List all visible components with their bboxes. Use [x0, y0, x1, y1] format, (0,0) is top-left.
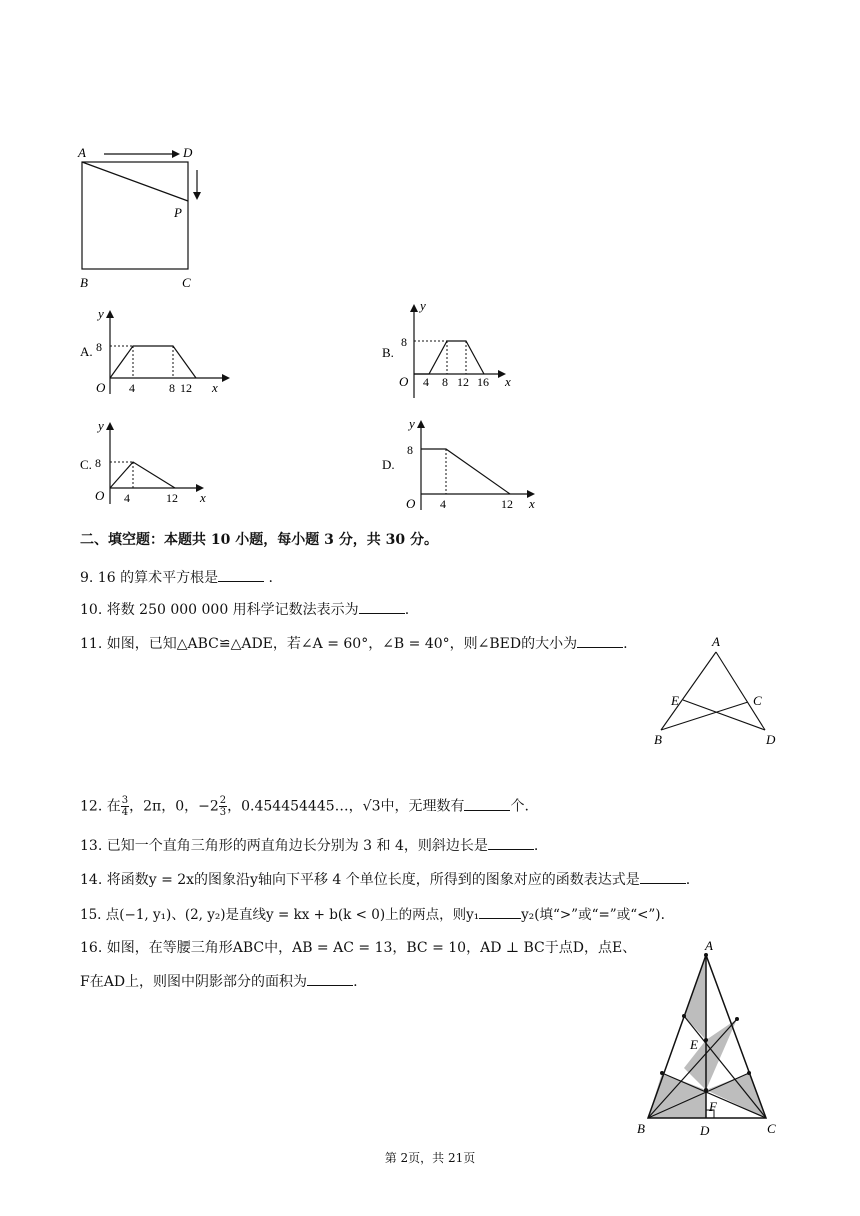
option-a-xtick-8: 8 [169, 381, 175, 395]
option-a-letter: A. [80, 344, 93, 359]
fraction-two-thirds: $\frac{2}{3}$ [219, 795, 227, 818]
option-c-ytick: 8 [95, 456, 101, 470]
q16-label-c: C [767, 1121, 776, 1136]
q16-label-a: A [705, 938, 713, 953]
question-12-pre: 12. 在 [80, 798, 121, 815]
page-footer: 第 2页，共 21页 [384, 1151, 476, 1165]
section-title: 二、填空题：本题共 10 小题，每小题 3 分，共 30 分。 [80, 532, 438, 548]
label-b: B [80, 275, 88, 290]
option-a-xtick-4: 4 [129, 381, 135, 395]
question-11-tail: . [623, 636, 628, 652]
option-b-xtick-16: 16 [477, 375, 489, 389]
q11-label-c: C [753, 693, 762, 708]
question-12-tail: 个. [510, 798, 529, 815]
option-b-xtick-4: 4 [423, 375, 429, 389]
option-d-letter: D. [382, 457, 395, 472]
question-12-mid2: ，0.454454445…，√3中，无理数有 [227, 798, 465, 815]
q11-label-b: B [654, 732, 662, 747]
label-p: P [174, 205, 182, 220]
question-14-tail: . [685, 872, 691, 888]
q16-label-f: F [709, 1099, 717, 1114]
option-b-origin: O [399, 374, 409, 389]
question-11-text: 11. 如图，已知△ABC≌△ADE，若∠A = 60°，∠B = 40°，则∠BED的大小为 [80, 636, 578, 652]
question-16-tail: . [353, 974, 358, 990]
q16-label-e: E [690, 1037, 698, 1052]
option-d-xtick-4: 4 [440, 497, 446, 511]
question-14-text: 14. 将函数y = 2x的图象沿y轴向下平移 4 个单位长度，所得到的图象对应的函数表达式是 [80, 872, 640, 888]
option-c-x: x [200, 490, 206, 505]
option-b-x: x [505, 374, 511, 389]
option-c-origin: O [95, 488, 105, 503]
option-d-xtick-12: 12 [501, 497, 513, 511]
option-a-origin: O [96, 380, 106, 395]
question-10-tail: . [404, 602, 410, 618]
question-9-text: 9. 16 的算术平方根是 [80, 570, 219, 586]
fraction-three-fourths: $\frac{3}{4}$ [121, 795, 129, 818]
option-a-y: y [98, 306, 104, 321]
option-d-x: x [529, 496, 535, 511]
q16-label-d: D [700, 1123, 710, 1138]
q11-label-a: A [712, 634, 720, 649]
option-b-xtick-8: 8 [442, 375, 448, 389]
option-c-letter: C. [80, 457, 92, 472]
question-9-tail: . [264, 570, 273, 586]
question-13-text: 13. 已知一个直角三角形的两直角边长分别为 3 和 4，则斜边长是 [80, 838, 488, 854]
question-16-text: F在AD上，则图中阴影部分的面积为 [80, 974, 308, 990]
question-13-tail: . [533, 838, 539, 854]
q11-label-d: D [766, 732, 776, 747]
option-b-xtick-12: 12 [457, 375, 469, 389]
option-a-ytick: 8 [96, 340, 102, 354]
option-c-xtick-4: 4 [124, 491, 130, 505]
option-b-y: y [420, 298, 426, 313]
option-d-origin: O [406, 496, 416, 511]
q11-label-e: E [671, 693, 679, 708]
option-b-ytick: 8 [401, 335, 407, 349]
question-12-mid1: ，2π，0，−2 [129, 798, 219, 815]
question-10-text: 10. 将数 250 000 000 用科学记数法表示为 [80, 602, 359, 618]
option-c-xtick-12: 12 [166, 491, 178, 505]
question-15-text: 15. 点(−1, y₁)、(2, y₂)是直线y = kx + b(k < 0)上的两点，则y₁ [80, 907, 480, 923]
label-a: A [78, 145, 86, 160]
label-d: D [183, 145, 193, 160]
label-c: C [182, 275, 191, 290]
q16-label-b: B [637, 1121, 645, 1136]
option-a-x: x [212, 380, 218, 395]
option-d-ytick: 8 [407, 443, 413, 457]
option-b-letter: B. [382, 345, 394, 360]
option-c-y: y [98, 418, 104, 433]
option-d-y: y [409, 416, 415, 431]
question-15-tail: y₂(填“>”或“=”或“<”). [521, 907, 665, 923]
option-a-xtick-12: 12 [180, 381, 192, 395]
question-16-line1: 16. 如图，在等腰三角形ABC中，AB = AC = 13，BC = 10，AD ⊥ BC于点D，点E、 [80, 940, 637, 956]
